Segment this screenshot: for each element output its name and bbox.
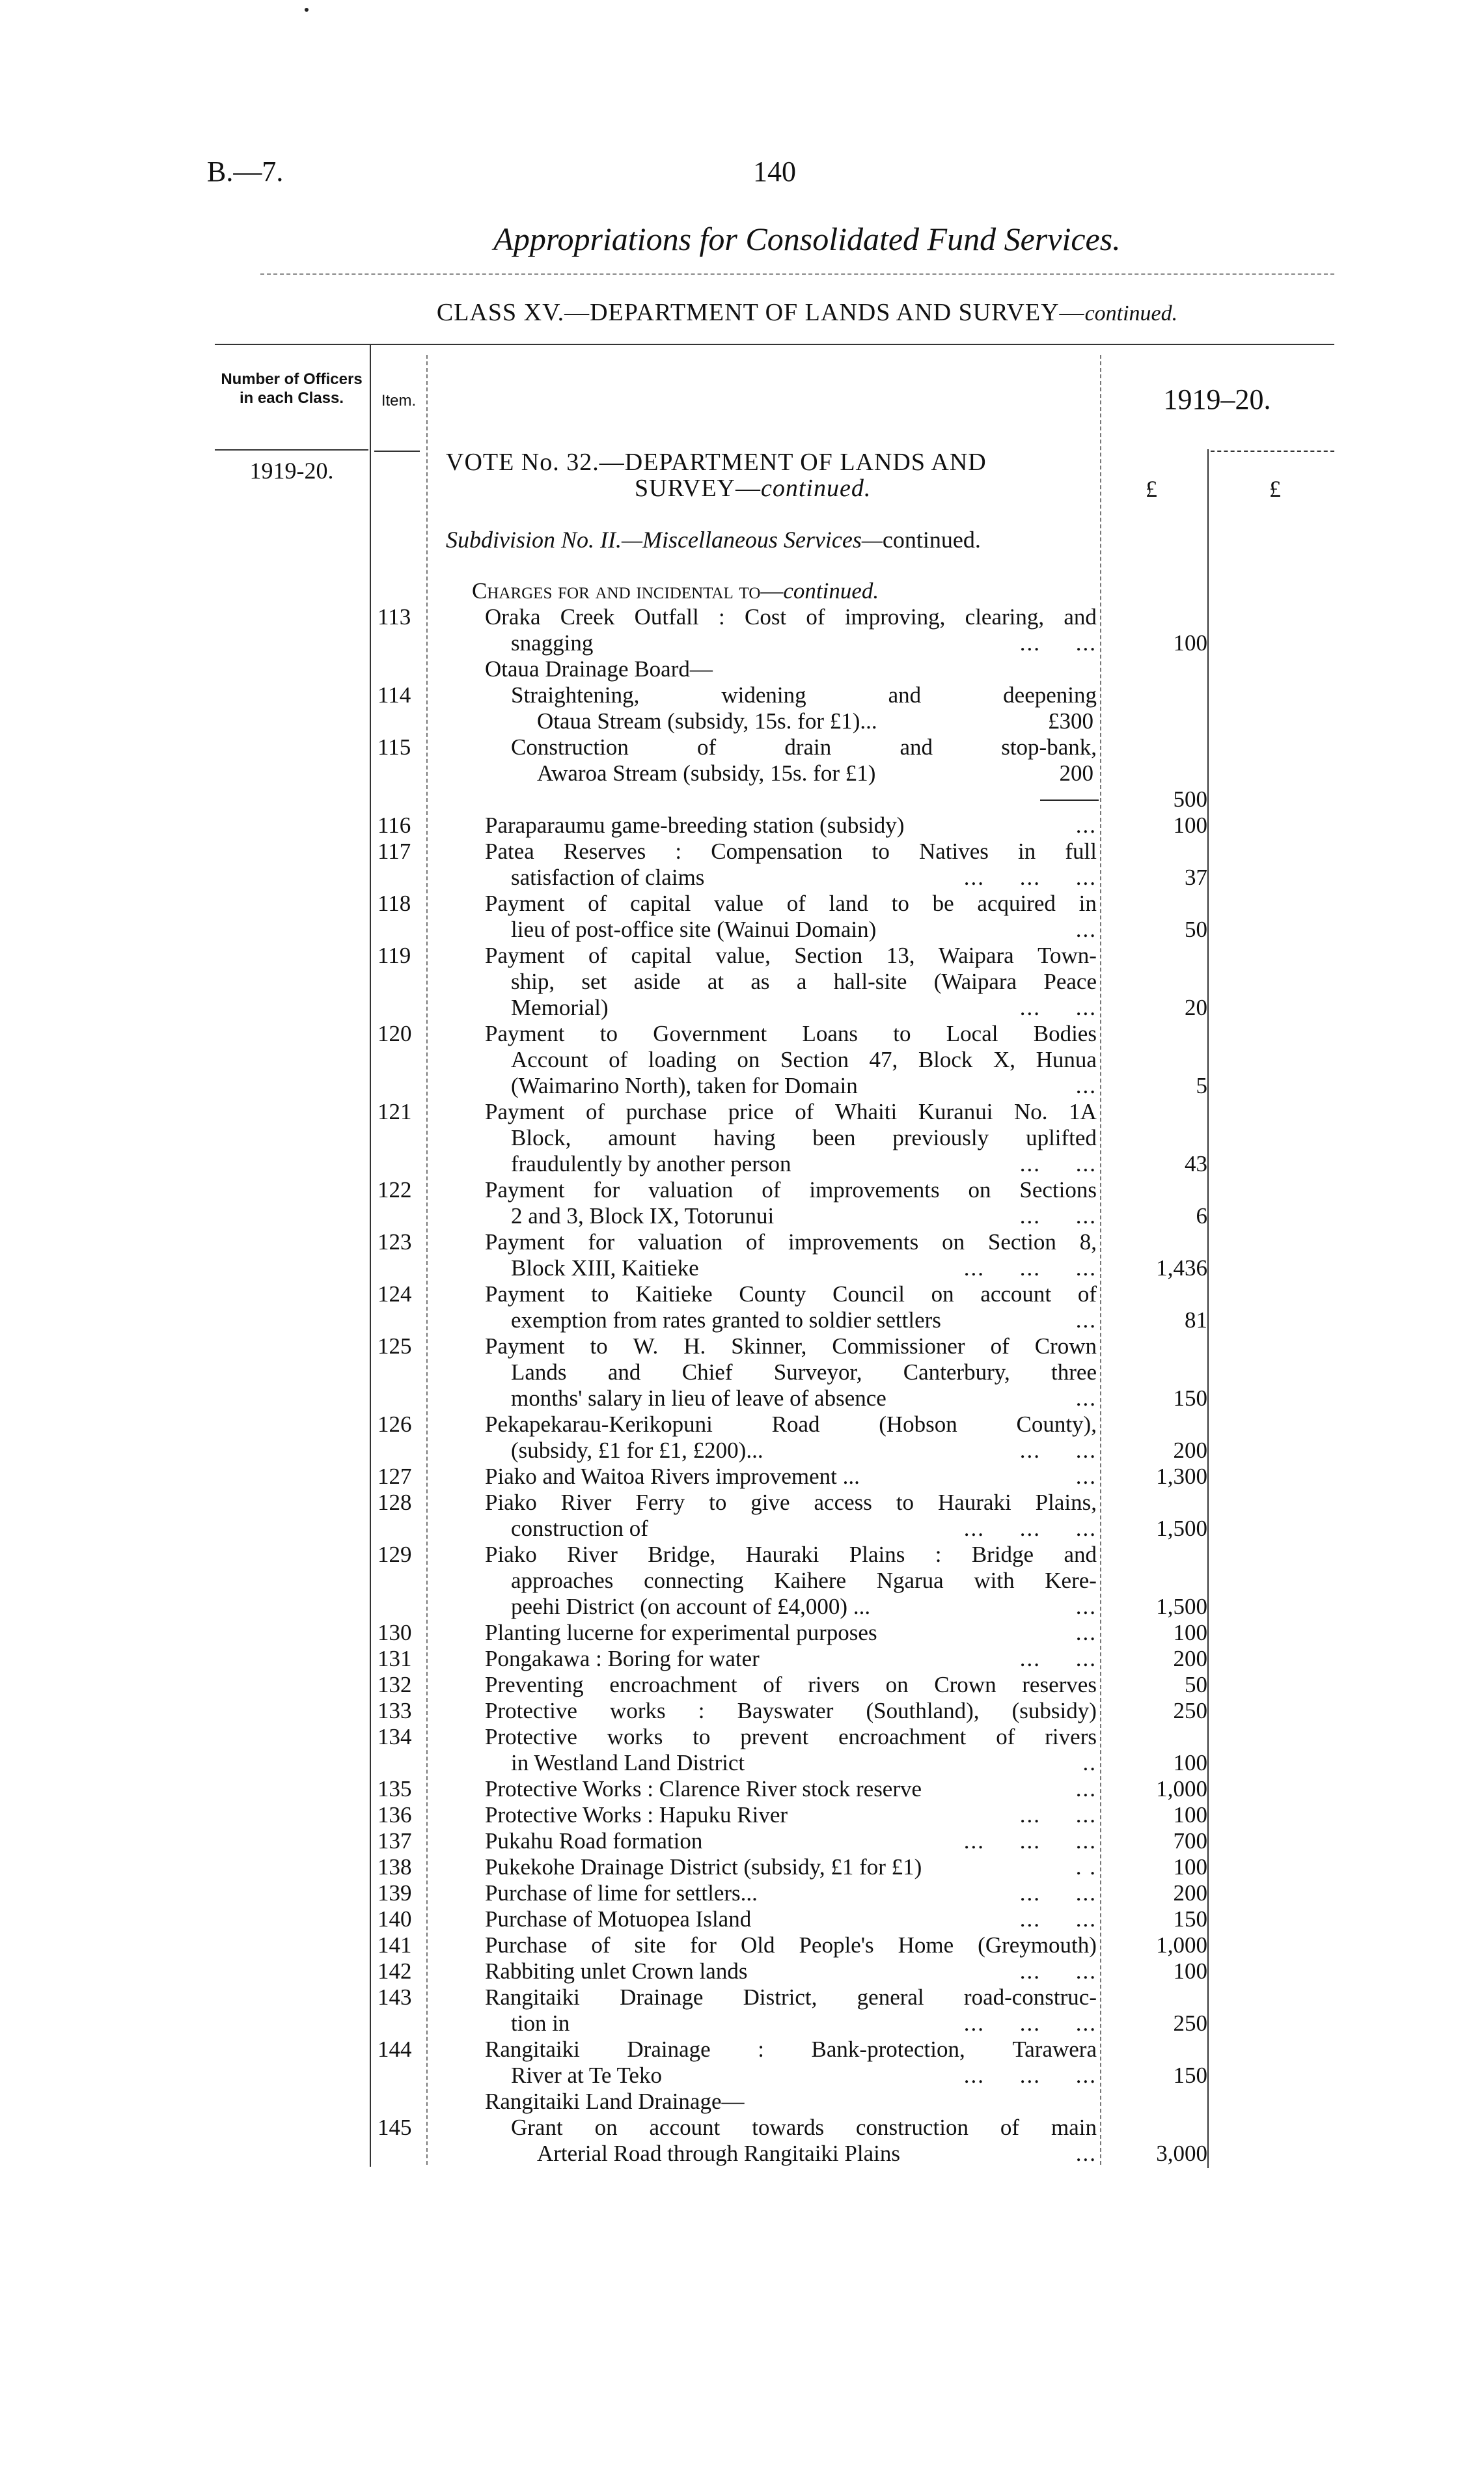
- table-row: [371, 1125, 1334, 1151]
- table-row: [371, 1594, 1334, 1620]
- amount: 43: [1185, 1151, 1207, 1176]
- amount: 250: [1173, 2010, 1207, 2036]
- dot-leader: ... ...: [1019, 1958, 1097, 1984]
- item-description: Block, amount having been previously uplifted: [511, 1125, 1097, 1150]
- dot-leader: ... ... ...: [963, 2063, 1097, 2088]
- table-row: [371, 1177, 1334, 1203]
- amount: 20: [1185, 995, 1207, 1020]
- table-row: [371, 2089, 1334, 2115]
- description-text: snagging: [511, 630, 594, 656]
- item-description: Payment of capital value of land to be acquired in: [485, 891, 1097, 916]
- table-row: [371, 734, 1334, 760]
- description-text: Otaua Drainage Board—: [485, 656, 713, 682]
- table-row: [371, 995, 1334, 1021]
- item-number: 145: [378, 2115, 412, 2140]
- item-description: Rangitaiki Drainage : Bank-protection, Tarawera: [485, 2037, 1097, 2062]
- item-description: [485, 1828, 1097, 1854]
- table-row: [371, 760, 1334, 786]
- class-heading-continued: continued.: [1084, 301, 1178, 326]
- amount: 100: [1173, 1620, 1207, 1645]
- amount: 1,000: [1156, 1776, 1207, 1801]
- table-row: [371, 1776, 1334, 1802]
- item-description: [511, 1438, 1097, 1464]
- description-text: Piako and Waitoa Rivers improvement ...: [485, 1464, 860, 1489]
- currency-symbol: £: [1269, 476, 1281, 502]
- table-row: [371, 1646, 1334, 1672]
- description-text: exemption from rates granted to soldier settlers: [511, 1307, 941, 1333]
- item-number: 113: [378, 604, 411, 630]
- table-row: [371, 1490, 1334, 1516]
- description-text: months' salary in lieu of leave of absence: [511, 1385, 886, 1411]
- dot-leader: ...: [1075, 1464, 1097, 1489]
- table-row: [371, 1151, 1334, 1177]
- item-description: Payment of capital value, Section 13, Waipara Town-: [485, 943, 1097, 968]
- item-description: [511, 2063, 1097, 2089]
- dot-leader: ...: [1075, 1776, 1097, 1801]
- amount: 6: [1196, 1203, 1207, 1229]
- dot-leader: ...: [1075, 1594, 1097, 1619]
- item-description: Lands and Chief Surveyor, Canterbury, three: [511, 1359, 1097, 1385]
- description-text: Pukahu Road formation: [485, 1828, 703, 1854]
- description-text: Pongakawa : Boring for water: [485, 1646, 760, 1671]
- item-number: 118: [378, 891, 411, 916]
- item-description: [485, 1464, 1097, 1490]
- table-row: [371, 708, 1334, 734]
- table-row: [371, 2010, 1334, 2037]
- divider: [260, 273, 1334, 275]
- dot-leader: ... ... ...: [963, 1516, 1097, 1541]
- description-text: 2 and 3, Block IX, Totorunui: [511, 1203, 775, 1229]
- item-description: Purchase of site for Old People's Home (Greymouth): [485, 1932, 1097, 1958]
- item-number: 128: [378, 1490, 412, 1515]
- amount: 37: [1185, 865, 1207, 890]
- description-text: construction of: [511, 1516, 648, 1541]
- item-number: 119: [378, 943, 411, 968]
- description-text: Block XIII, Kaitieke: [511, 1255, 699, 1281]
- amount: 200: [1173, 1438, 1207, 1463]
- item-description: [485, 1880, 1097, 1906]
- officers-year: 1919-20.: [249, 458, 334, 484]
- table-row: [371, 682, 1334, 708]
- dot-leader: ... ... ...: [963, 1255, 1097, 1281]
- item-number: 131: [378, 1646, 412, 1671]
- table-row: [371, 1828, 1334, 1854]
- item-description: Straightening, widening and deepening: [511, 682, 1097, 708]
- table-top-rule: [215, 344, 1334, 345]
- item-description: [511, 1255, 1097, 1281]
- print-speck: [305, 8, 309, 12]
- table-row: [371, 2115, 1334, 2141]
- item-description: [511, 1151, 1097, 1177]
- subdivision-text: Subdivision No. II.—Miscellaneous Services—: [446, 527, 883, 553]
- item-number: 130: [378, 1620, 412, 1645]
- description-text: peehi District (on account of £4,000) ...: [511, 1594, 871, 1619]
- table-row: [371, 1412, 1334, 1438]
- item-description: [485, 813, 1097, 839]
- table-row: [371, 1724, 1334, 1750]
- dot-leader: ...: [1075, 1385, 1097, 1411]
- table-row: [371, 1802, 1334, 1828]
- item-description: Payment to Kaitieke County Council on account of: [485, 1281, 1097, 1307]
- subdivision-heading: [446, 526, 981, 553]
- description-text: Rangitaiki Land Drainage—: [485, 2089, 745, 2114]
- item-number: 141: [378, 1932, 412, 1958]
- amount: 100: [1173, 1958, 1207, 1984]
- section-heading: [371, 578, 1334, 604]
- table-row: [371, 630, 1334, 656]
- item-number: 134: [378, 1724, 412, 1749]
- description-text: fraudulently by another person: [511, 1151, 791, 1176]
- header-item: Item.: [381, 392, 417, 410]
- document-reference: B.—7.: [207, 156, 284, 188]
- table-row: [371, 1464, 1334, 1490]
- amount: 150: [1173, 2063, 1207, 2088]
- item-description: [511, 917, 1097, 943]
- description-text: Arterial Road through Rangitaiki Plains: [537, 2141, 900, 2166]
- item-description: [537, 708, 1015, 734]
- heading-text: [472, 578, 879, 604]
- amount: 1,300: [1156, 1464, 1207, 1489]
- table-row: [371, 1307, 1334, 1333]
- table-row: [371, 1880, 1334, 1906]
- table-row: [371, 1073, 1334, 1099]
- subtotal-rule: [1040, 800, 1099, 801]
- heading-label: Charges for and incidental to—: [472, 578, 784, 604]
- item-number: 127: [378, 1464, 412, 1489]
- table-row: [371, 1333, 1334, 1359]
- item-description: Payment of purchase price of Whaiti Kuranui No. 1A: [485, 1099, 1097, 1124]
- amount: 1,500: [1156, 1594, 1207, 1619]
- dot-leader: ... ...: [1019, 1646, 1097, 1671]
- subtotal-row: [371, 786, 1334, 813]
- item-description: [485, 1958, 1097, 1984]
- dot-leader: ... ... ...: [963, 2010, 1097, 2036]
- table-row: [371, 1438, 1334, 1464]
- dot-leader: ...: [1075, 1620, 1097, 1645]
- amount: 150: [1173, 1385, 1207, 1411]
- table-row: [371, 2141, 1334, 2167]
- vote-line-2-continued: continued.: [760, 475, 872, 502]
- item-description: [485, 1646, 1097, 1672]
- amount: 100: [1173, 1854, 1207, 1880]
- item-number: 124: [378, 1281, 412, 1307]
- item-number: 115: [378, 734, 411, 760]
- description-text: tion in: [511, 2010, 570, 2036]
- dot-leader: . .: [1075, 1854, 1097, 1880]
- dot-leader: ...: [1075, 917, 1097, 942]
- dot-leader: ...: [1075, 813, 1097, 838]
- item-number: 140: [378, 1906, 412, 1932]
- amount: 250: [1173, 1698, 1207, 1723]
- table-row: [371, 1958, 1334, 1984]
- item-description: Account of loading on Section 47, Block X, Hunua: [511, 1047, 1097, 1072]
- amount: 5: [1196, 1073, 1207, 1098]
- description-text: Otaua Stream (subsidy, 15s. for £1)...: [537, 708, 877, 734]
- item-description: [511, 2010, 1097, 2037]
- item-description: Construction of drain and stop-bank,: [511, 734, 1097, 760]
- item-description: Piako River Bridge, Hauraki Plains : Bridge and: [485, 1542, 1097, 1567]
- table-row: [371, 1229, 1334, 1255]
- table-row: [371, 604, 1334, 630]
- amount: 700: [1173, 1828, 1207, 1854]
- description-text: Memorial): [511, 995, 609, 1020]
- description-text: (Waimarino North), taken for Domain: [511, 1073, 858, 1098]
- table-row: [371, 1750, 1334, 1776]
- amount: 81: [1185, 1307, 1207, 1333]
- class-heading: [0, 298, 1484, 327]
- description-text: lieu of post-office site (Wainui Domain): [511, 917, 877, 942]
- header-year: 1919–20.: [1163, 383, 1271, 415]
- table-row: [371, 1854, 1334, 1880]
- amount: 100: [1173, 1750, 1207, 1775]
- item-description: [511, 630, 1097, 656]
- description-text: Pukekohe Drainage District (subsidy, £1 for £1): [485, 1854, 922, 1880]
- item-number: 117: [378, 839, 411, 864]
- item-number: 120: [378, 1021, 412, 1046]
- item-description: Oraka Creek Outfall : Cost of improving, clearing, and: [485, 604, 1097, 630]
- item-number: 142: [378, 1958, 412, 1984]
- table-row: [371, 2063, 1334, 2089]
- table-row: [371, 1620, 1334, 1646]
- amount: 1,000: [1156, 1932, 1207, 1958]
- table-row: [371, 1516, 1334, 1542]
- amount: 100: [1173, 630, 1207, 656]
- item-number: 126: [378, 1412, 412, 1437]
- vote-heading: [446, 449, 1097, 501]
- item-number: 135: [378, 1776, 412, 1801]
- dot-leader: ...: [1075, 1307, 1097, 1333]
- dot-leader: ... ... ...: [963, 865, 1097, 890]
- item-description: [511, 865, 1097, 891]
- item-number: 129: [378, 1542, 412, 1567]
- description-text: Rabbiting unlet Crown lands: [485, 1958, 748, 1984]
- header-rule-total: [1211, 451, 1334, 452]
- item-description: Piako River Ferry to give access to Hauraki Plains,: [485, 1490, 1097, 1515]
- class-heading-text: CLASS XV.—DEPARTMENT OF LANDS AND SURVEY—: [436, 299, 1085, 326]
- table-row: [371, 1203, 1334, 1229]
- page-number: 140: [753, 156, 796, 188]
- dot-leader: ... ...: [1019, 1802, 1097, 1828]
- description-text: Paraparaumu game-breeding station (subsidy): [485, 813, 905, 838]
- appropriation-items: [371, 578, 1334, 2167]
- item-description: Patea Reserves : Compensation to Natives in full: [485, 839, 1097, 864]
- item-description: [537, 2141, 1097, 2167]
- amount: 100: [1173, 1802, 1207, 1828]
- page-title: Appropriations for Consolidated Fund Services.: [493, 221, 1121, 257]
- dot-leader: ... ...: [1019, 1203, 1097, 1229]
- item-number: 121: [378, 1099, 412, 1124]
- amount: 200: [1173, 1646, 1207, 1671]
- heading-continued: continued.: [783, 578, 879, 604]
- item-number: 116: [378, 813, 411, 838]
- dot-leader: ... ...: [1019, 1438, 1097, 1463]
- item-description: Pekapekarau-Kerikopuni Road (Hobson County),: [485, 1412, 1097, 1437]
- description-text: (subsidy, £1 for £1, £200)...: [511, 1438, 763, 1463]
- dot-leader: ... ... ...: [963, 1828, 1097, 1854]
- item-number: 133: [378, 1698, 412, 1723]
- item-description: [485, 2089, 1097, 2115]
- currency-symbol: £: [1146, 476, 1157, 502]
- table-row: [371, 1359, 1334, 1385]
- item-number: 123: [378, 1229, 412, 1255]
- amount: 100: [1173, 813, 1207, 838]
- description-text: Purchase of lime for settlers...: [485, 1880, 758, 1906]
- item-number: 137: [378, 1828, 412, 1854]
- description-text: Protective Works : Clarence River stock reserve: [485, 1776, 922, 1801]
- vote-line-2: [446, 475, 1097, 501]
- sub-amount: 200: [1059, 760, 1093, 786]
- table-row: [371, 943, 1334, 969]
- item-description: Protective works to prevent encroachment of rivers: [485, 1724, 1097, 1749]
- item-number: 132: [378, 1672, 412, 1697]
- item-number: 125: [378, 1333, 412, 1359]
- table-row: [371, 1255, 1334, 1281]
- item-description: Protective works : Bayswater (Southland), (subsidy): [485, 1698, 1097, 1723]
- dot-leader: ...: [1075, 1073, 1097, 1098]
- item-description: [511, 1203, 1097, 1229]
- table-row: [371, 1385, 1334, 1412]
- dot-leader: ... ...: [1019, 630, 1097, 656]
- description-text: Planting lucerne for experimental purposes: [485, 1620, 877, 1645]
- item-description: [511, 1385, 1097, 1412]
- description-text: in Westland Land District: [511, 1750, 745, 1775]
- table-row: [371, 1281, 1334, 1307]
- item-description: [485, 1620, 1097, 1646]
- amount: 50: [1185, 1672, 1207, 1697]
- table-row: [371, 891, 1334, 917]
- table-row: [371, 2037, 1334, 2063]
- item-number: 122: [378, 1177, 412, 1203]
- item-number: 143: [378, 1984, 412, 2010]
- description-text: River at Te Teko: [511, 2063, 662, 2088]
- item-description: [511, 1594, 1097, 1620]
- item-description: ship, set aside at as a hall-site (Waipara Peace: [511, 969, 1097, 994]
- item-description: Payment for valuation of improvements on Section 8,: [485, 1229, 1097, 1255]
- item-number: 114: [378, 682, 411, 708]
- item-description: [485, 656, 1097, 682]
- table-row: [371, 1099, 1334, 1125]
- description-text: Awaroa Stream (subsidy, 15s. for £1): [537, 760, 876, 786]
- amount: 3,000: [1156, 2141, 1207, 2166]
- amount: 150: [1173, 1906, 1207, 1932]
- dot-leader: ...: [1075, 2141, 1097, 2166]
- item-number: 138: [378, 1854, 412, 1880]
- dot-leader: ... ...: [1019, 1880, 1097, 1906]
- item-description: [511, 1750, 1097, 1776]
- table-row: [371, 1568, 1334, 1594]
- item-description: Payment to W. H. Skinner, Commissioner of Crown: [485, 1333, 1097, 1359]
- item-description: approaches connecting Kaihere Ngarua with Kere-: [511, 1568, 1097, 1593]
- item-description: [485, 1776, 1097, 1802]
- dot-leader: ..: [1082, 1750, 1097, 1775]
- table-row: [371, 813, 1334, 839]
- item-description: [511, 1516, 1097, 1542]
- amount: 1,500: [1156, 1516, 1207, 1541]
- item-description: Payment to Government Loans to Local Bodies: [485, 1021, 1097, 1046]
- table-row: [371, 1906, 1334, 1932]
- dot-leader: ... ...: [1019, 1906, 1097, 1932]
- item-number: 139: [378, 1880, 412, 1906]
- table-row: [371, 839, 1334, 865]
- item-description: [485, 1854, 1097, 1880]
- header-rule-officers: [215, 449, 368, 451]
- table-row: [371, 1672, 1334, 1698]
- amount: 200: [1173, 1880, 1207, 1906]
- header-rule-item: [374, 451, 420, 452]
- table-row: [371, 969, 1334, 995]
- table-row: [371, 1542, 1334, 1568]
- item-number: 136: [378, 1802, 412, 1828]
- header-officers: Number of Officers in each Class.: [221, 370, 363, 407]
- item-description: [537, 760, 1015, 786]
- vote-line-2-text: SURVEY—: [635, 475, 761, 502]
- table-row: [371, 1047, 1334, 1073]
- item-number: 144: [378, 2037, 412, 2062]
- table-row: [371, 656, 1334, 682]
- table-row: [371, 1984, 1334, 2010]
- description-text: satisfaction of claims: [511, 865, 705, 890]
- item-description: Payment for valuation of improvements on Sections: [485, 1177, 1097, 1203]
- description-text: Protective Works : Hapuku River: [485, 1802, 788, 1828]
- item-description: [511, 1307, 1097, 1333]
- item-description: [485, 1802, 1097, 1828]
- item-description: Grant on account towards construction of main: [511, 2115, 1097, 2140]
- dot-leader: ... ...: [1019, 1151, 1097, 1176]
- item-description: [511, 995, 1097, 1021]
- table-row: [371, 1021, 1334, 1047]
- sub-amount: £300: [1048, 708, 1093, 734]
- item-description: Rangitaiki Drainage District, general road-construc-: [485, 1984, 1097, 2010]
- amount: 50: [1185, 917, 1207, 942]
- table-row: [371, 917, 1334, 943]
- description-text: Purchase of Motuopea Island: [485, 1906, 752, 1932]
- dot-leader: ... ...: [1019, 995, 1097, 1020]
- subdivision-continued: continued.: [882, 527, 981, 553]
- item-description: [511, 1073, 1097, 1099]
- vote-line-1: VOTE No. 32.—DEPARTMENT OF LANDS AND: [446, 449, 987, 476]
- table-row: [371, 1698, 1334, 1724]
- item-description: [485, 1906, 1097, 1932]
- table-row: [371, 1932, 1334, 1958]
- table-row: [371, 865, 1334, 891]
- subtotal-amount: 500: [1173, 786, 1207, 812]
- amount: 1,436: [1156, 1255, 1207, 1281]
- item-description: Preventing encroachment of rivers on Crown reserves: [485, 1672, 1097, 1697]
